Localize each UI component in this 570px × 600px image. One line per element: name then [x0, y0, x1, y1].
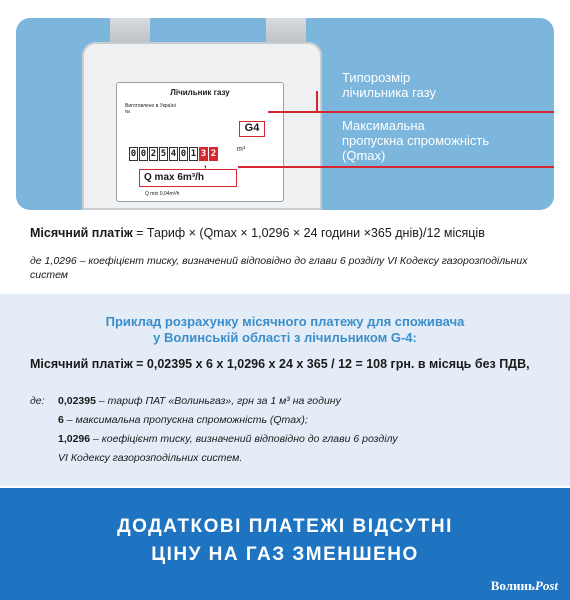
- odometer-digit: 0: [140, 149, 147, 159]
- legend-value: 0,02395: [58, 395, 96, 407]
- example-title: [0, 314, 570, 346]
- meter-face-title: Лічильник газу: [170, 88, 230, 97]
- serial-mark: №: [125, 109, 131, 115]
- callout-capacity: [342, 118, 489, 163]
- gas-meter-illustration: [16, 18, 554, 210]
- callout-capacity-line: Максимальна: [342, 118, 425, 133]
- odometer-digit: 4: [170, 149, 177, 159]
- monthly-payment-formula: [30, 226, 485, 240]
- callout-size-line: лічильника газу: [342, 85, 436, 100]
- legend-text: VI Кодексу газорозподільних систем.: [58, 452, 243, 464]
- odometer-comma: ,: [204, 159, 207, 169]
- callout-line-size: [268, 111, 554, 113]
- meter-qmax-box: Q max 6m³/h: [139, 169, 237, 187]
- logo-main: Волинь: [490, 578, 535, 593]
- callout-size: [342, 70, 436, 100]
- odometer-digit: 5: [160, 149, 167, 159]
- meter-made-in: [125, 103, 195, 115]
- odometer-digit: 0: [130, 149, 137, 159]
- bottom-banner: [0, 488, 570, 600]
- banner-line-1: ДОДАТКОВІ ПЛАТЕЖІ ВІДСУТНІ: [117, 516, 453, 537]
- legend-value: 6: [58, 414, 64, 426]
- legend-row: [30, 430, 398, 449]
- legend-row: [30, 392, 398, 411]
- example-title-line: Приклад розрахунку місячного платежу для споживача: [105, 314, 465, 329]
- formula-expression: = Тариф × (Qmax × 1,0296 × 24 години ×365 днів)/12 місяців: [132, 226, 485, 240]
- example-section: [0, 294, 570, 486]
- logo-post: Post: [534, 578, 558, 593]
- legend-text: – тариф ПАТ «Волиньгаз», грн за 1 м³ на годину: [95, 395, 341, 407]
- odometer-digit: 1: [190, 149, 197, 159]
- odometer-digit-decimal: 2: [210, 149, 217, 159]
- meter-face: [116, 82, 284, 202]
- formula-label: Місячний платіж: [30, 226, 133, 240]
- legend-row: [30, 449, 398, 468]
- callout-size-line: Типорозмір: [342, 70, 411, 85]
- volyn-post-logo: [491, 578, 558, 594]
- made-in-text: Виготовлено в Україні: [125, 103, 176, 109]
- meter-qmin-label: Q min 0,04m³/h: [145, 191, 180, 197]
- odometer-digit-decimal: 3: [200, 149, 207, 159]
- legend-de: де:: [30, 395, 45, 407]
- example-legend: [30, 392, 398, 468]
- example-title-line: у Волинській області з лічильником G-4:: [153, 330, 417, 345]
- callout-capacity-line: пропускна спроможність: [342, 133, 490, 148]
- legend-value: 1,0296: [58, 433, 91, 445]
- legend-text: – максимальна пропускна спроможність (Qmax);: [63, 414, 308, 426]
- banner-line-2: ЦІНУ НА ГАЗ ЗМЕНШЕНО: [151, 544, 419, 565]
- callout-line-capacity: [238, 166, 554, 168]
- odometer-unit: m³: [237, 146, 246, 153]
- legend-text: – коефіцієнт тиску, визначений відповідно до глави 6 розділу: [90, 433, 398, 445]
- meter-type-box: G4: [239, 121, 265, 137]
- formula-note: де 1,0296 – коефіцієнт тиску, визначений відповідно до глави 6 розділу VI Кодексу газорозподільних систем: [30, 255, 528, 281]
- example-calculation: Місячний платіж = 0,02395 х 6 х 1,0296 х 24 х 365 / 12 = 108 грн. в місяць без ПДВ,: [30, 357, 530, 371]
- odometer-digit: 2: [150, 149, 157, 159]
- odometer-digit: 0: [180, 149, 187, 159]
- callout-connector-size: [316, 91, 318, 112]
- callout-capacity-line: (Qmax): [342, 148, 386, 163]
- legend-row: [30, 411, 398, 430]
